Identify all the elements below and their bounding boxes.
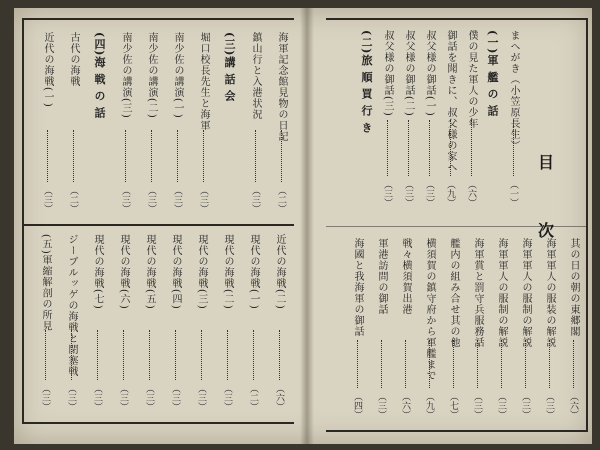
left-frame-line [22,18,24,424]
toc-entry: 近代の海戦(一) [42,32,53,108]
toc-page-number: （三） [196,384,206,411]
toc-page-number: （三） [520,392,530,419]
toc-page-number: （三） [376,392,386,419]
toc-leader-dots [281,130,283,182]
toc-leader-dots [381,340,383,388]
toc-page-number: （三） [144,384,154,411]
toc-entry: 南少佐の講演(二) [146,32,157,119]
toc-leader-dots [73,130,75,182]
toc-page-number: （六） [274,384,284,411]
right-top-rule [326,18,588,20]
toc-entry: 戦々横須賀出港 [400,238,411,315]
toc-entry: (一)軍 艦 の 話 [486,30,499,117]
toc-entry: 其の日の朝の東郷閣 [568,238,579,337]
toc-leader-dots [47,130,49,182]
toc-leader-dots [357,340,359,388]
toc-leader-dots [97,330,99,380]
toc-page-number: （九） [424,392,434,419]
toc-leader-dots [450,120,452,176]
toc-leader-dots [203,130,205,182]
toc-page-number: （三） [170,384,180,411]
toc-page-number: （六） [568,392,578,419]
toc-leader-dots [471,120,473,176]
toc-entry: (五)軍縮解剖の所見 [40,234,51,332]
toc-leader-dots [387,120,389,176]
toc-leader-dots [123,330,125,380]
toc-entry: 近代の海戦(二) [274,234,285,310]
toc-title-char-2: 次 [538,221,555,240]
toc-leader-dots [453,340,455,388]
toc-entry: 叔父様の御話(三) [382,30,393,117]
left-bottom-rule [22,422,294,424]
toc-leader-dots [125,130,127,182]
toc-leader-dots [45,330,47,380]
toc-leader-dots [151,130,153,182]
toc-page-number: （二） [276,186,286,213]
book-gutter [300,8,314,444]
toc-page-number: （六） [466,180,476,207]
toc-leader-dots [501,340,503,388]
toc-entry: 現代の海戦(二) [222,234,233,310]
toc-page-number: （七） [448,392,458,419]
toc-entry: 御話を聞きに、叔父様の家へ [445,30,456,173]
toc-entry: 海軍軍人の服装の解説 [544,238,555,348]
toc-entry: 海軍賞と罰守兵服務話 [472,238,483,348]
toc-page-number: （三） [496,392,506,419]
toc-entry: まへがき（小笠原長生） [508,30,519,151]
toc-page-number: （九） [445,180,455,207]
toc-entry: 現代の海戦(六) [118,234,129,310]
toc-leader-dots [175,330,177,380]
toc-page-number: （三） [250,186,260,213]
toc-leader-dots [477,340,479,388]
toc-entry: 堀口校長先生と海軍 [198,32,209,131]
toc-entry: 軍港訪問の御話 [376,238,387,315]
left-mid-rule [22,224,294,226]
left-top-rule [22,18,294,20]
toc-entry: (四)海 戦 の 話 [93,32,106,119]
toc-entry: 海軍記念館見物の日記 [276,32,287,142]
toc-entry: 現代の海戦(五) [144,234,155,310]
toc-page-number: （一） [508,180,518,207]
toc-leader-dots [279,330,281,380]
toc-page-number: （三） [198,186,208,213]
toc-entry: 艦内の組み合せ其の他 [448,238,459,348]
toc-entry: (三)講 話 会 [223,32,236,103]
toc-leader-dots [177,130,179,182]
toc-entry: 現代の海戦(三) [196,234,207,310]
right-bottom-rule [326,430,588,432]
toc-page-number: （三） [118,384,128,411]
toc-leader-dots [201,330,203,380]
toc-leader-dots [429,120,431,176]
toc-page-number: （三） [222,384,232,411]
toc-leader-dots [71,330,73,380]
toc-entry: 僕の見た軍人の少年 [466,30,477,129]
toc-page-number: （三） [66,384,76,411]
toc-entry: 古代の海戦 [68,32,79,87]
toc-page-number: （三） [42,186,52,213]
toc-page-number: （三） [120,186,130,213]
toc-leader-dots [405,340,407,388]
toc-leader-dots [149,330,151,380]
toc-leader-dots [573,340,575,388]
toc-entry: 現代の海戦(一) [248,234,259,310]
toc-leader-dots [513,120,515,176]
toc-entry: 海軍軍人の服制の解説 [520,238,531,348]
toc-leader-dots [253,330,255,380]
toc-entry: 海國と我海軍の御話 [352,238,363,337]
toc-leader-dots [227,330,229,380]
toc-entry: ジーブルッゲの海戦と閉塞戦 [66,234,77,377]
toc-leader-dots [408,120,410,176]
toc-page-number: （三） [146,186,156,213]
toc-page-number: （二） [68,186,78,213]
toc-page-number: （六） [400,392,410,419]
toc-page-number: （三） [40,384,50,411]
toc-entry: 現代の海戦(七) [92,234,103,310]
right-frame-line [586,18,588,432]
toc-entry: 海軍軍人の服制の解説 [496,238,507,348]
toc-entry: 横須賀の鎮守府から軍艦まで [424,238,435,381]
toc-page-number: （三） [544,392,554,419]
toc-page-number: （三） [382,180,392,207]
toc-leader-dots [525,340,527,388]
toc-page-number: （四） [352,392,362,419]
toc-entry: 現代の海戦(四) [170,234,181,310]
toc-entry: 叔父様の御話(一) [424,30,435,117]
toc-leader-dots [429,340,431,388]
toc-page-number: （三） [92,384,102,411]
toc-page-number: （三） [403,180,413,207]
toc-entry: 叔父様の御話(二) [403,30,414,117]
toc-title-char-1: 目 [538,153,555,172]
toc-leader-dots [549,340,551,388]
toc-entry: (二)旅 順 買 行 き [360,30,373,134]
toc-entry: 南少佐の講演(一) [172,32,183,119]
toc-entry: 鎮山行と入港状況 [250,32,261,120]
toc-leader-dots [255,130,257,182]
toc-page-number: （三） [472,392,482,419]
toc-page-number: （二） [248,384,258,411]
toc-page-number: （三） [172,186,182,213]
toc-page-number: （三） [424,180,434,207]
toc-entry: 南少佐の講演(三) [120,32,131,119]
